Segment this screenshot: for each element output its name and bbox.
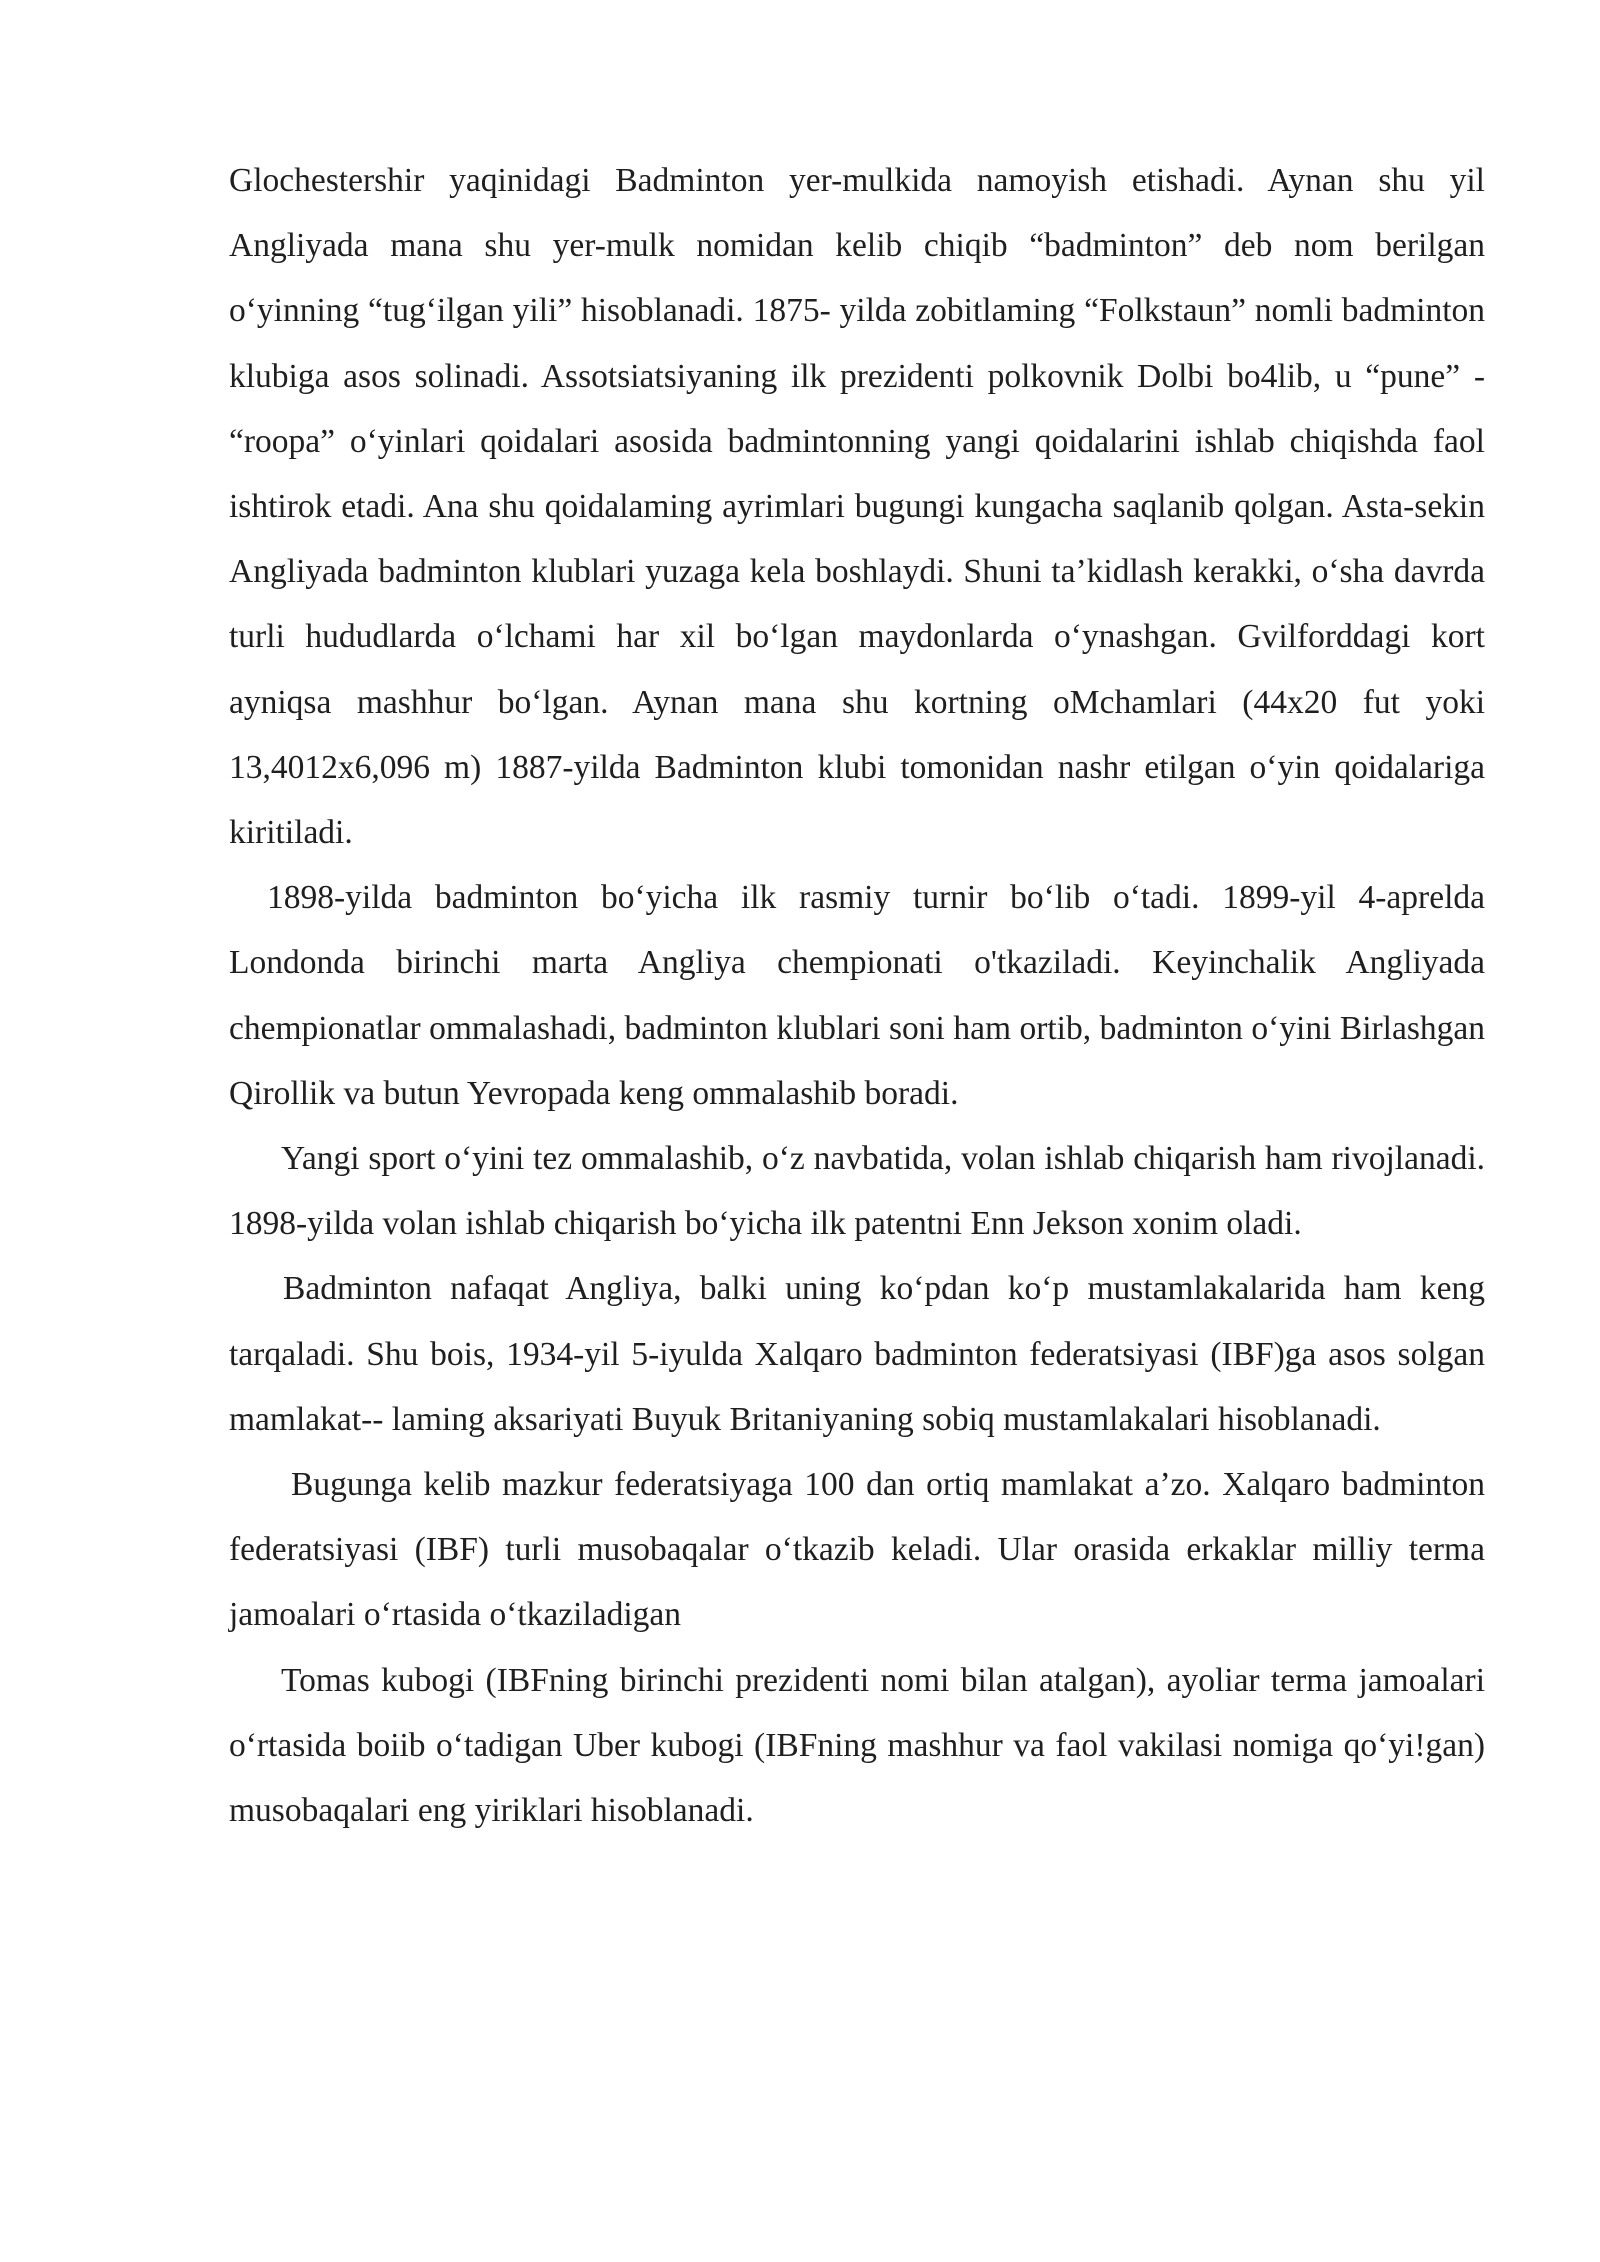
paragraph-badminton-origin: Glochestershir yaqinidagi Badminton yer-mulkida namoyish etishadi. Aynan shu yil Angliyada mana shu yer-mulk nomidan kelib chiqib “badminton” deb nom berilgan o‘yinning “tug‘ilgan yili” hisoblanadi. 1875- yilda zobitlaming “Folkstaun” nomli badminton klubiga asos solinadi. Assotsiatsiyaning ilk prezidenti polkovnik Dolbi bo4lib, u “pune” - “roopa” o‘yinlari qoidalari asosida badmintonning yangi qoidalarini ishlab chiqishda faol ishtirok etadi. Ana shu qoidalaming ayrimlari bugungi kungacha saqlanib qolgan. Asta-sekin Angliyada badminton klublari yuzaga kela boshlaydi. Shuni ta’kidlash kerakki, o‘sha davrda turli hududlarda o‘lchami har xil bo‘lgan maydonlarda o‘ynashgan. Gvilforddagi kort ayniqsa mashhur bo‘lgan. Aynan mana shu kortning oMchamlari (44x20 fut yoki 13,4012x6,096 m) 1887-yilda Badminton klubi tomonidan nashr etilgan o‘yin qoidalariga kiritiladi.	[229, 162, 1485, 852]
paragraph-thomas-uber-cups: Tomas kubogi (IBFning birinchi prezidenti nomi bilan atalgan), ayoliar terma jamoalari o‘rtasida boiib o‘tadigan Uber kubogi (IBFning mashhur va faol vakilasi nomiga qo‘yi!gan) musobaqalari eng yiriklari hisoblanadi.	[229, 1661, 1485, 1830]
paragraph-ibf-members: Bugunga kelib mazkur federatsiyaga 100 dan ortiq mamlakat a’zo. Xalqaro badminton federatsiyasi (IBF) turli musobaqalar o‘tkazib keladi. Ular orasida erkaklar milliy terma jamoalari o‘rtasida o‘tkaziladigan	[229, 1466, 1485, 1634]
paragraph-first-tournament: 1898-yilda badminton bo‘yicha ilk rasmiy turnir bo‘lib o‘tadi. 1899-yil 4-aprelda Londonda birinchi marta Angliya chempionati o'tkaziladi. Keyinchalik Angliyada chempionatlar ommalashadi, badminton klublari soni ham ortib, badminton o‘yini Birlashgan Qirollik va butun Yevropada keng ommalashib boradi.	[229, 879, 1485, 1112]
paragraph-shuttlecock-production: Yangi sport o‘yini tez ommalashib, o‘z navbatida, volan ishlab chiqarish ham rivojlanadi. 1898-yilda volan ishlab chiqarish bo‘yicha ilk patentni Enn Jekson xonim oladi.	[229, 1140, 1485, 1243]
paragraph-ibf-founding: Badminton nafaqat Angliya, balki uning ko‘pdan ko‘p mustamlakalarida ham keng tarqaladi. Shu bois, 1934-yil 5-iyulda Xalqaro badminton federatsiyasi (IBF)ga asos solgan mamlakat-- laming aksariyati Buyuk Britaniyaning sobiq mustamlakalari hisoblanadi.	[229, 1270, 1485, 1438]
document-body	[229, 148, 1485, 1843]
